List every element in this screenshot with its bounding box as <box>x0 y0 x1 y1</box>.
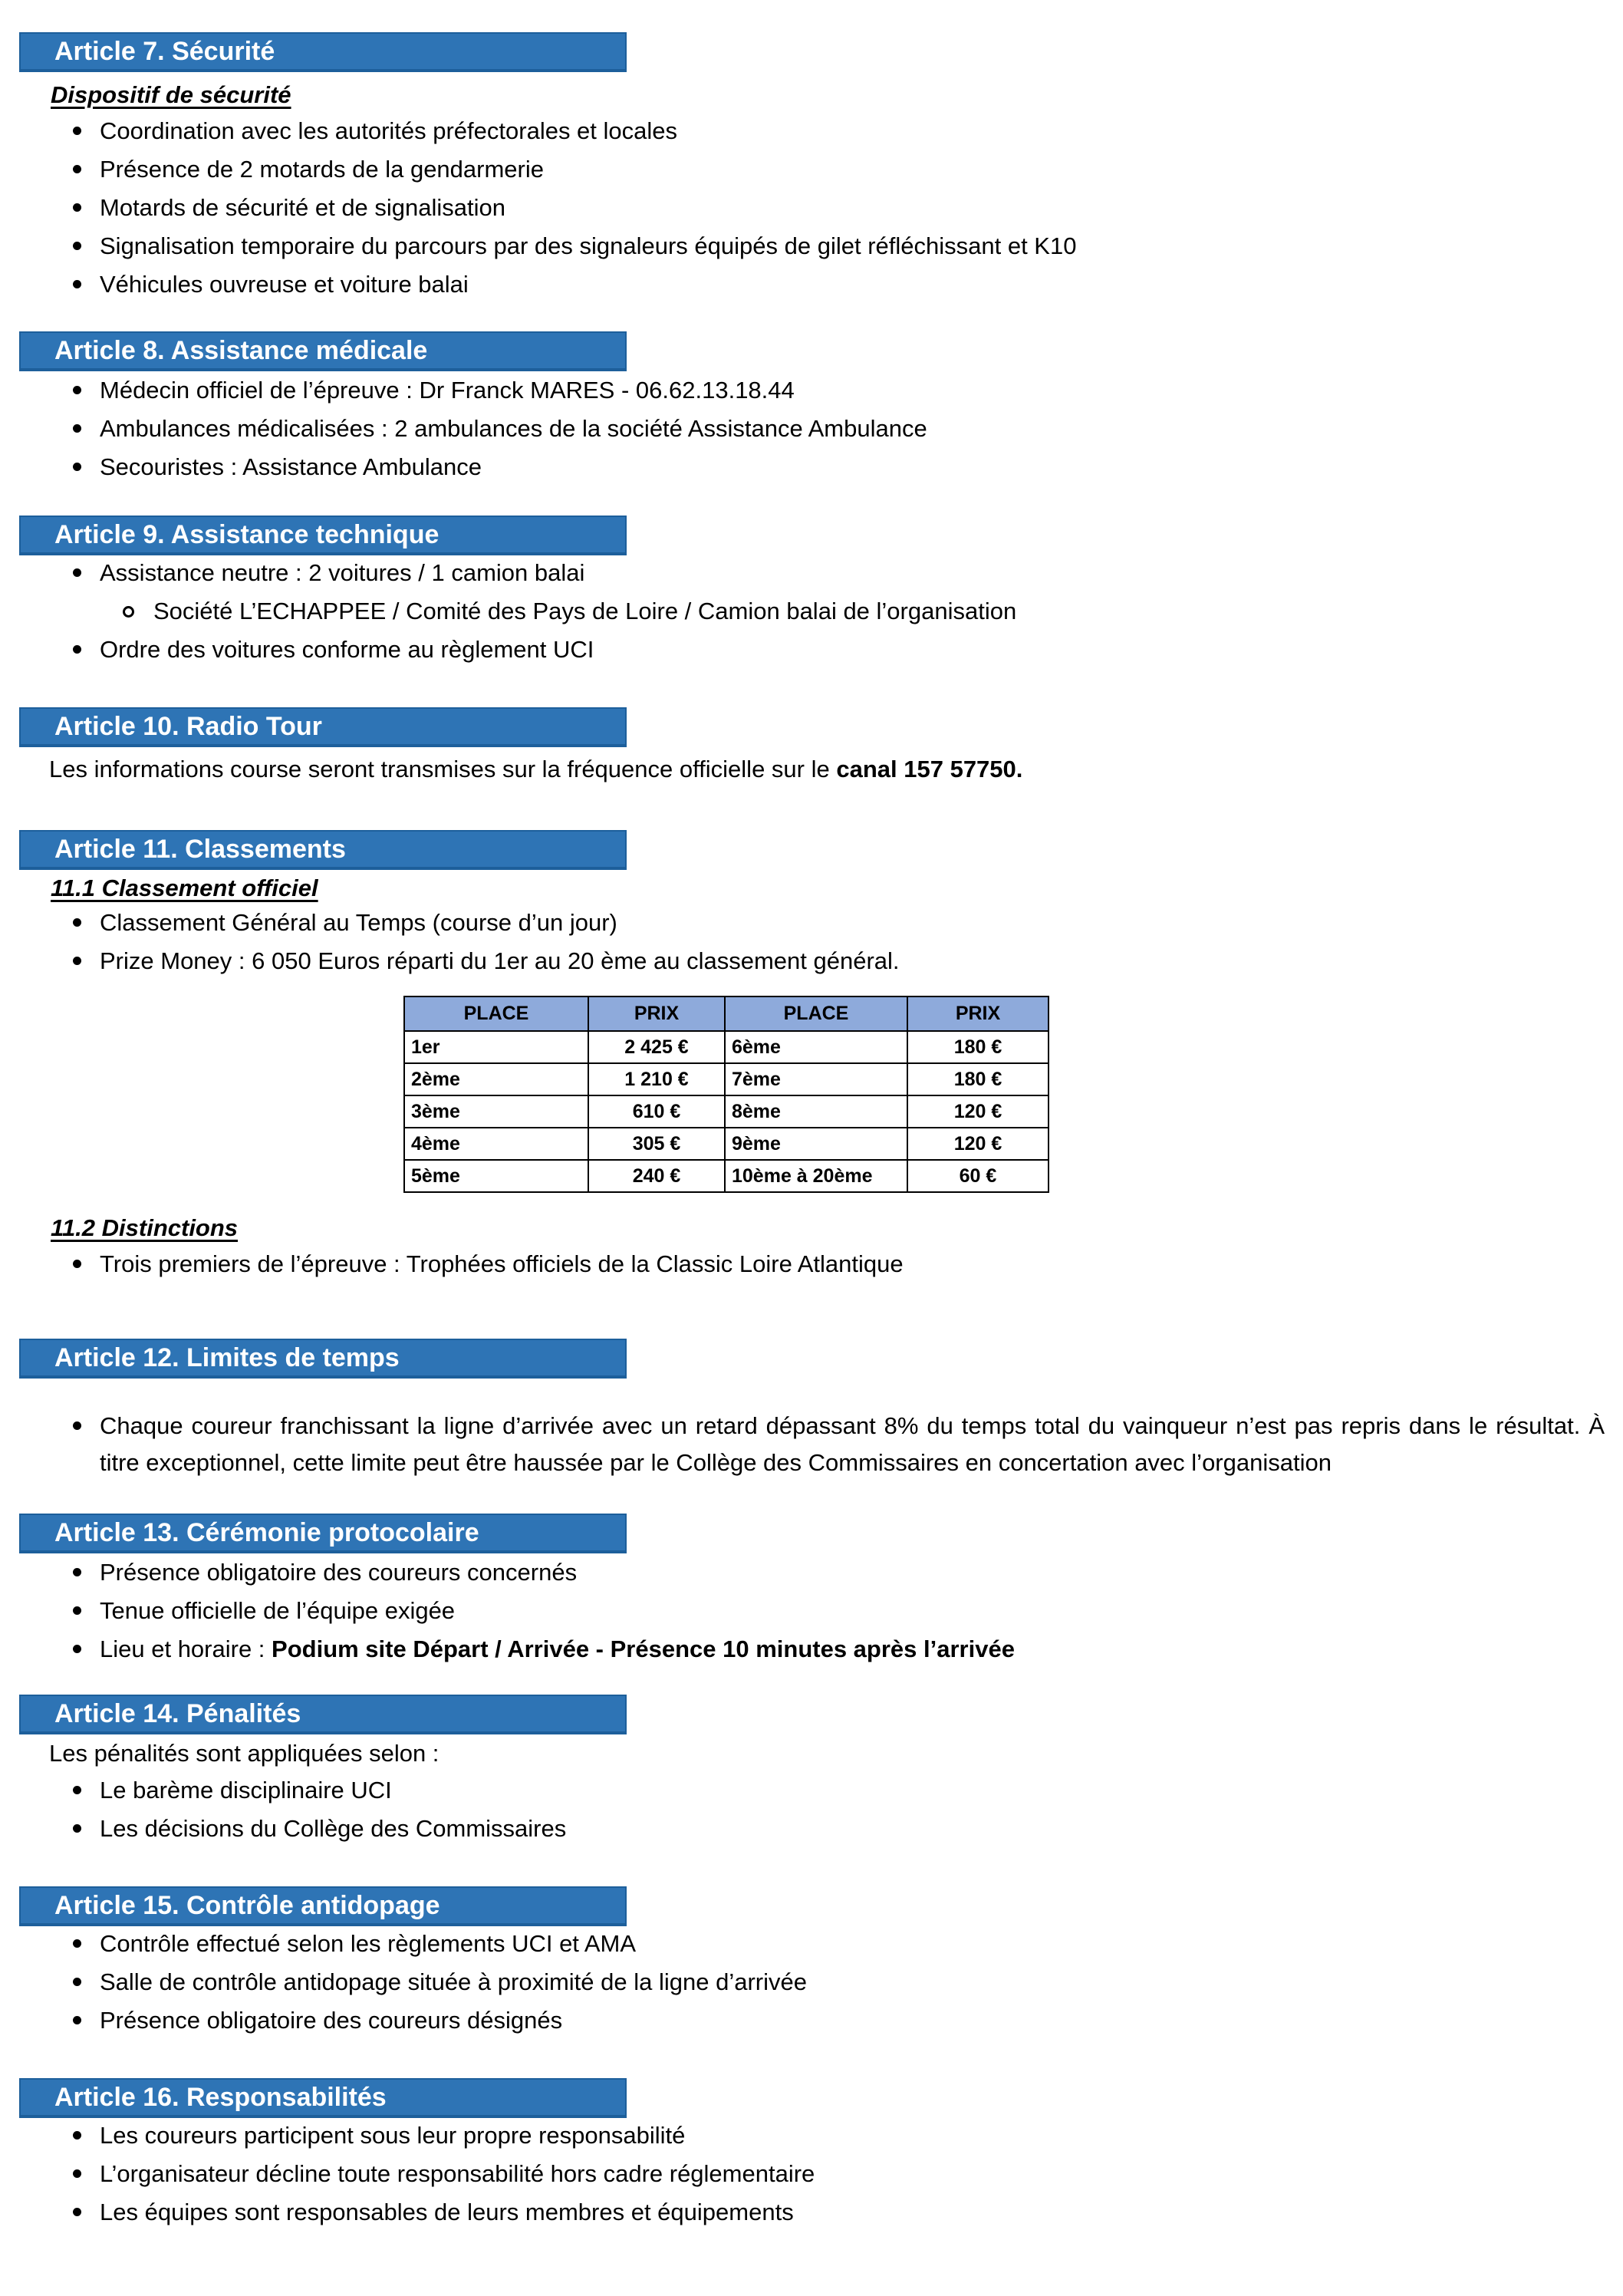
article-15-bullet-list <box>0 1931 1623 2034</box>
article-7-title: Article 7. Sécurité <box>54 36 275 66</box>
article-11-title: Article 11. Classements <box>54 834 346 864</box>
article-13-header-bar <box>19 1514 627 1553</box>
table-row <box>404 1095 1049 1128</box>
article-15-header-bar <box>19 1886 627 1926</box>
bullet-item: L’organisateur décline toute responsabilité hors cadre réglementaire <box>0 2161 1623 2187</box>
article-10-title: Article 10. Radio Tour <box>54 711 322 741</box>
table-header-cell: PRIX <box>907 996 1049 1031</box>
article-16-bullet-list <box>0 2123 1623 2225</box>
table-header-cell: PLACE <box>404 996 588 1031</box>
bullet-item: Coordination avec les autorités préfectorales et locales <box>0 118 1623 144</box>
sub-bullet-item: Société L’ECHAPPEE / Comité des Pays de Loire / Camion balai de l’organisation <box>0 598 1623 624</box>
distinctions-bullet-list <box>0 1251 1623 1277</box>
table-cell: 10ème à 20ème <box>725 1160 907 1192</box>
article-14-bullet-list <box>0 1777 1623 1842</box>
bullet-item: Ambulances médicalisées : 2 ambulances de la société Assistance Ambulance <box>0 416 1623 442</box>
bullet-item: Trois premiers de l’épreuve : Trophées officiels de la Classic Loire Atlantique <box>0 1251 1623 1277</box>
article-14-header-bar <box>19 1695 627 1734</box>
article-8-bullet-list <box>0 377 1623 480</box>
bullet-item: Prize Money : 6 050 Euros réparti du 1er au 20 ème au classement général. <box>0 948 1623 974</box>
table-row <box>404 1063 1049 1095</box>
article-12-bullet-list <box>0 1408 1623 1481</box>
article-9-bullet-list <box>0 560 1623 663</box>
bullet-item: Lieu et horaire : Podium site Départ / Arrivée - Présence 10 minutes après l’arrivée <box>0 1636 1623 1662</box>
table-cell: 5ème <box>404 1160 588 1192</box>
article-8-title: Article 8. Assistance médicale <box>54 335 428 365</box>
article-7-bullet-list <box>0 118 1623 298</box>
bullet-item: Salle de contrôle antidopage située à proximité de la ligne d’arrivée <box>0 1969 1623 1995</box>
bullet-item: Présence obligatoire des coureurs désignés <box>0 2008 1623 2034</box>
article-12-header-bar <box>19 1339 627 1379</box>
penalites-intro: Les pénalités sont appliquées selon : <box>49 1740 439 1767</box>
podium-info-bold: Podium site Départ / Arrivée - Présence 10 minutes après l’arrivée <box>272 1636 1015 1662</box>
radio-tour-paragraph: Les informations course seront transmises sur la fréquence officielle sur le canal 157 57750. <box>49 756 1023 782</box>
bullet-item: Médecin officiel de l’épreuve : Dr Franck MARES - 06.62.13.18.44 <box>0 377 1623 404</box>
table-cell: 610 € <box>588 1095 725 1128</box>
article-13-bullet-list <box>0 1560 1623 1662</box>
distinctions-subheading: 11.2 Distinctions <box>51 1214 239 1241</box>
bullet-item: Assistance neutre : 2 voitures / 1 camion balai <box>0 560 1623 586</box>
table-cell: 4ème <box>404 1128 588 1160</box>
table-cell: 3ème <box>404 1095 588 1128</box>
table-row <box>404 1128 1049 1160</box>
classement-officiel-subheading: 11.1 Classement officiel <box>51 875 318 901</box>
table-cell: 120 € <box>907 1095 1049 1128</box>
bullet-item: Secouristes : Assistance Ambulance <box>0 454 1623 480</box>
article-16-header-bar <box>19 2078 627 2118</box>
table-header-cell: PLACE <box>725 996 907 1031</box>
bullet-item: Ordre des voitures conforme au règlement UCI <box>0 637 1623 663</box>
article-15-title: Article 15. Contrôle antidopage <box>54 1890 440 1920</box>
article-8-header-bar <box>19 331 627 371</box>
bullet-item: Les coureurs participent sous leur propre responsabilité <box>0 2123 1623 2149</box>
table-cell: 8ème <box>725 1095 907 1128</box>
article-12-title: Article 12. Limites de temps <box>54 1342 400 1372</box>
table-cell: 120 € <box>907 1128 1049 1160</box>
bullet-item: Contrôle effectué selon les règlements UCI et AMA <box>0 1931 1623 1957</box>
bullet-item: Véhicules ouvreuse et voiture balai <box>0 272 1623 298</box>
bullet-item: Les équipes sont responsables de leurs membres et équipements <box>0 2199 1623 2225</box>
article-11-header-bar <box>19 830 627 870</box>
bullet-item: Classement Général au Temps (course d’un jour) <box>0 910 1623 936</box>
article-16-title: Article 16. Responsabilités <box>54 2082 387 2112</box>
article-7-header-bar <box>19 32 627 72</box>
radio-channel-value: canal 157 57750. <box>836 756 1023 782</box>
article-7-subheading: Dispositif de sécurité <box>51 81 291 108</box>
article-11-bullet-list <box>0 910 1623 974</box>
table-cell: 180 € <box>907 1031 1049 1063</box>
prize-money-table <box>403 996 1049 1193</box>
table-cell: 240 € <box>588 1160 725 1192</box>
bullet-item: Motards de sécurité et de signalisation <box>0 195 1623 221</box>
table-cell: 305 € <box>588 1128 725 1160</box>
table-row <box>404 1031 1049 1063</box>
table-cell: 180 € <box>907 1063 1049 1095</box>
article-9-title: Article 9. Assistance technique <box>54 519 439 549</box>
table-cell: 1 210 € <box>588 1063 725 1095</box>
table-cell: 2 425 € <box>588 1031 725 1063</box>
table-cell: 6ème <box>725 1031 907 1063</box>
table-cell: 60 € <box>907 1160 1049 1192</box>
article-9-header-bar <box>19 516 627 555</box>
table-row <box>404 1160 1049 1192</box>
bullet-item: Présence obligatoire des coureurs concernés <box>0 1560 1623 1586</box>
table-header-row <box>404 996 1049 1031</box>
table-cell: 9ème <box>725 1128 907 1160</box>
table-cell: 1er <box>404 1031 588 1063</box>
bullet-item: Tenue officielle de l’équipe exigée <box>0 1598 1623 1624</box>
table-cell: 7ème <box>725 1063 907 1095</box>
bullet-item: Présence de 2 motards de la gendarmerie <box>0 156 1623 183</box>
bullet-item: Signalisation temporaire du parcours par des signaleurs équipés de gilet réfléchissant et K10 <box>0 233 1623 259</box>
table-cell: 2ème <box>404 1063 588 1095</box>
bullet-item: Le barème disciplinaire UCI <box>0 1777 1623 1804</box>
article-10-header-bar <box>19 707 627 747</box>
table-header-cell: PRIX <box>588 996 725 1031</box>
bullet-item: Chaque coureur franchissant la ligne d’arrivée avec un retard dépassant 8% du temps total du vainqueur n’est pas repris dans le résultat. À titre exceptionnel, cette limite peut être haussée par le Collège des Commissaires en concertation avec l’organisation <box>0 1408 1623 1481</box>
article-13-title: Article 13. Cérémonie protocolaire <box>54 1517 479 1547</box>
bullet-item: Les décisions du Collège des Commissaires <box>0 1816 1623 1842</box>
article-14-title: Article 14. Pénalités <box>54 1698 301 1728</box>
